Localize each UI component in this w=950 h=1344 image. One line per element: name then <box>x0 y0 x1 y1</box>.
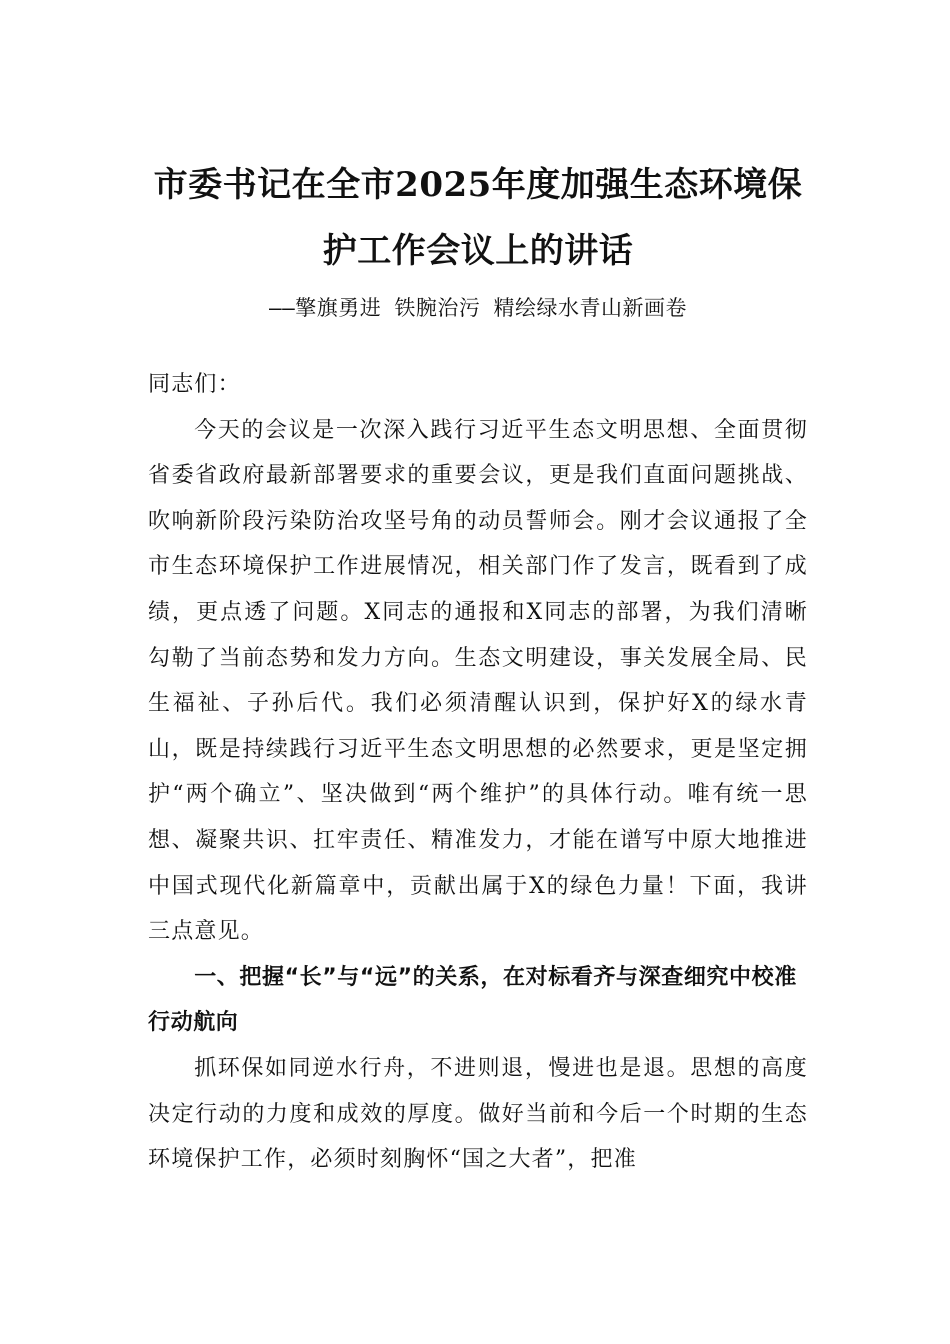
document-subtitle: ——擎旗勇进 铁腕治污 精绘绿水青山新画卷 <box>268 296 688 320</box>
body-paragraph: 今天的会议是一次深入践行习近平生态文明思想、全面贯彻省委省政府最新部署要求的重要会议，更是我们直面问题挑战、吹响新阶段污染防治攻坚号角的动员誓师会。刚才会议通报了全市生态环境保护工作进展情况，相关部门作了发言，既看到了成绩，更点透了问题。X同志的通报和X同志的部署，为我们清晰勾勒了当前态势和发力方向。生态文明建设，事关发展全局、民生福祉、子孙后代。我们必须清醒认识到，保护好X的绿水青山，既是持续践行习近平生态文明思想的必然要求，更是坚定拥护“两个确立”、坚决做到“两个维护”的具体行动。唯有统一思想、凝聚共识、扛牢责任、精准发力，才能在谱写中原大地推进中国式现代化新篇章中，贡献出属于X的绿色力量！下面，我讲三点意见。 <box>148 417 808 945</box>
document-body <box>148 362 808 1183</box>
section-paragraph: 抓环保如同逆水行舟，不进则退，慢进也是退。思想的高度决定行动的力度和成效的厚度。做好当前和今后一个时期的生态环境保护工作，必须时刻胸怀“国之大者”，把准 <box>148 1055 808 1173</box>
document-title: 市委书记在全市2025年度加强生态环境保护工作会议上的讲话 <box>153 165 803 271</box>
salutation: 同志们： <box>148 372 241 397</box>
section-heading: 一、把握“长”与“远”的关系，在对标看齐与深查细究中校准行动航向 <box>148 964 797 1036</box>
